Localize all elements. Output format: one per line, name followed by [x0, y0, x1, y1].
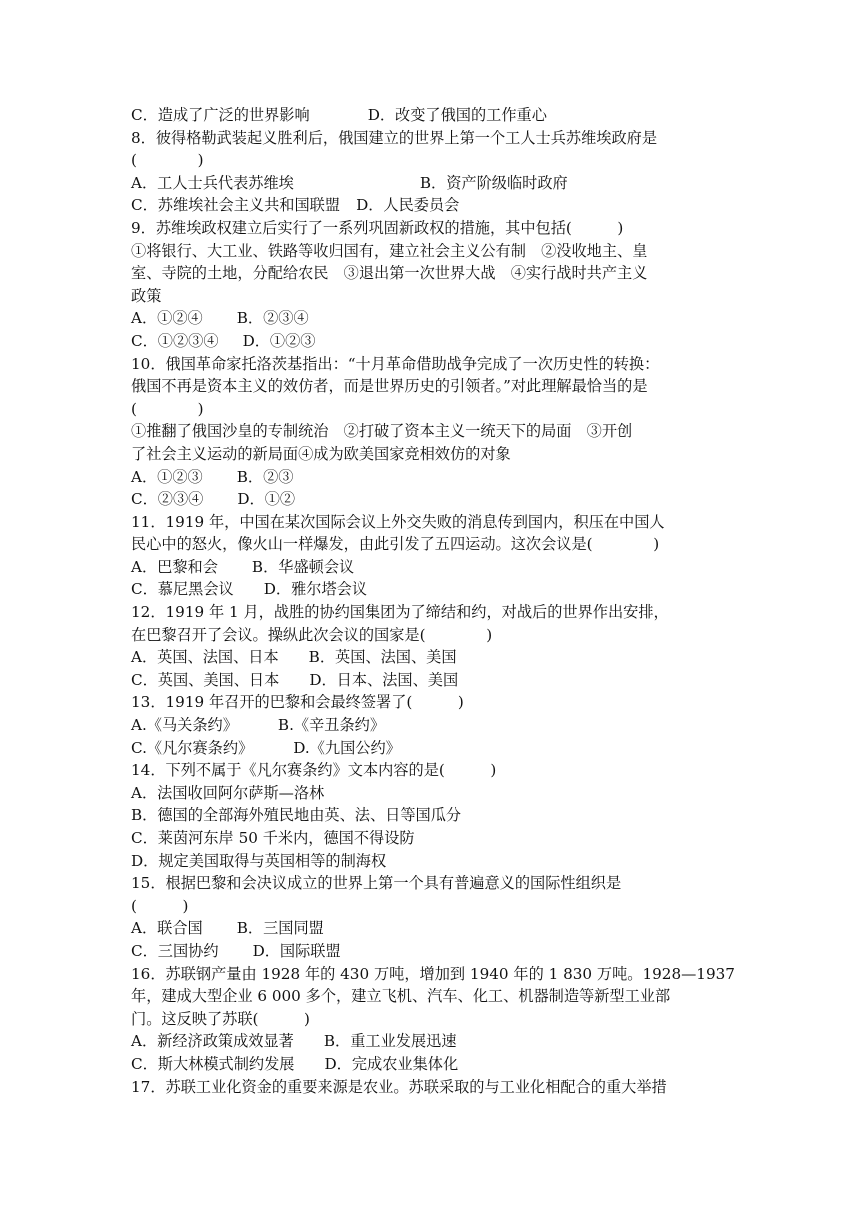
- text-line: C．莱茵河东岸 50 千米内，德国不得设防: [131, 829, 415, 847]
- option-left: A．英国、法国、日本: [131, 648, 279, 667]
- text-line: 政策: [131, 286, 162, 305]
- text-line: 14．下列不属于《凡尔赛条约》文本内容的是( ): [131, 761, 497, 780]
- option-left: C．三国协约: [131, 941, 219, 960]
- option-row: [131, 488, 734, 511]
- text-line: 9．苏维埃政权建立后实行了一系列巩固新政权的措施，其中包括( ): [131, 218, 624, 237]
- text-line: ①将银行、大工业、铁路等收归国有，建立社会主义公有制 ②没收地主、皇: [131, 241, 648, 260]
- text-line: A．法国收回阿尔萨斯—洛林: [131, 783, 325, 802]
- text-line: 10．俄国革命家托洛茨基指出：“十月革命借助战争完成了一次历史性的转换：: [131, 354, 660, 373]
- option-row: [131, 737, 734, 760]
- option-right: B．英国、法国、美国: [308, 648, 457, 667]
- option-row: [131, 556, 734, 579]
- option-left: C．造成了广泛的世界影响: [131, 106, 310, 124]
- option-right: B．②③: [236, 467, 294, 486]
- text-line: 俄国不再是资本主义的效仿者，而是世界历史的引领者。”对此理解最恰当的是: [131, 377, 648, 396]
- option-right: B．②③④: [236, 309, 309, 328]
- text-line: ( ): [131, 896, 189, 915]
- option-row: [131, 1030, 734, 1053]
- option-left: C．斯大林模式制约发展: [131, 1054, 295, 1073]
- option-left: A．工人士兵代表苏维埃: [131, 173, 294, 192]
- option-right: D．雅尔塔会议: [263, 580, 368, 599]
- text-line: 室、寺院的土地，分配给农民 ③退出第一次世界大战 ④实行战时共产主义: [131, 264, 648, 283]
- text-line: 15．根据巴黎和会决议成立的世界上第一个具有普遍意义的国际性组织是: [131, 874, 622, 893]
- option-row: [131, 307, 734, 330]
- text-line: 16．苏联钢产量由 1928 年的 430 万吨，增加到 1940 年的 1 830 万吨。1928—1937: [131, 964, 735, 983]
- option-right: D.《九国公约》: [293, 738, 401, 757]
- text-line: 17．苏联工业化资金的重要来源是农业。苏联采取的与工业化相配合的重大举措: [131, 1077, 667, 1096]
- option-row: [131, 714, 734, 737]
- text-line: ①推翻了俄国沙皇的专制统治 ②打破了资本主义一统天下的局面 ③开创: [131, 422, 633, 441]
- text-line: ( ): [131, 151, 204, 170]
- option-left: C．慕尼黑会议: [131, 580, 234, 599]
- option-left: C．英国、美国、日本: [131, 670, 280, 689]
- option-left: C．②③④: [131, 490, 204, 509]
- text-line: B．德国的全部海外殖民地由英、法、日等国瓜分: [131, 806, 462, 825]
- option-left: C.《凡尔赛条约》: [131, 738, 254, 757]
- option-right: D．日本、法国、美国: [309, 670, 459, 689]
- option-right: D．国际联盟: [252, 941, 341, 960]
- option-right: B．重工业发展迅速: [323, 1032, 457, 1051]
- option-right: D．改变了俄国的工作重心: [367, 106, 547, 124]
- text-line: 13．1919 年召开的巴黎和会最终签署了( ): [131, 693, 464, 712]
- option-left: A．①②③: [131, 467, 203, 486]
- option-row: [131, 330, 734, 353]
- option-right: B．三国同盟: [236, 919, 324, 938]
- text-line: 民心中的怒火，像火山一样爆发，由此引发了五四运动。这次会议是( ): [131, 535, 660, 554]
- option-row: [131, 194, 734, 217]
- option-left: C．①②③④: [131, 331, 219, 350]
- option-right: B.《辛丑条约》: [277, 716, 386, 735]
- text-line: 11．1919 年，中国在某次国际会议上外交失败的消息传到国内，积压在中国人: [131, 512, 665, 531]
- exam-page: [131, 104, 734, 1098]
- option-right: B．华盛顿会议: [251, 557, 355, 576]
- option-row: [131, 917, 734, 940]
- option-right: D．人民委员会: [356, 196, 460, 215]
- option-left: A．①②④: [131, 309, 203, 328]
- text-line: 年，建成大型企业 6 000 多个，建立飞机、汽车、化工、机器制造等新型工业部: [131, 987, 671, 1006]
- text-line: 在巴黎召开了会议。操纵此次会议的国家是( ): [131, 625, 493, 644]
- option-row: [131, 669, 734, 692]
- option-right: D．完成农业集体化: [324, 1054, 459, 1073]
- text-line: 12．1919 年 1 月，战胜的协约国集团为了缔结和约，对战后的世界作出安排，: [131, 603, 669, 622]
- option-left: A.《马关条约》: [131, 716, 238, 735]
- option-row: [131, 940, 734, 963]
- option-row: [131, 1053, 734, 1076]
- option-left: A．巴黎和会: [131, 557, 218, 576]
- option-row: [131, 172, 734, 195]
- option-right: D．①②: [237, 490, 296, 509]
- option-right: D．①②③: [242, 331, 316, 350]
- option-row: [131, 104, 734, 127]
- option-left: A．新经济政策成效显著: [131, 1032, 294, 1051]
- text-line: 了社会主义运动的新局面④成为欧美国家竞相效仿的对象: [131, 444, 511, 463]
- option-right: B．资产阶级临时政府: [419, 173, 568, 192]
- text-line: 门。这反映了苏联( ): [131, 1009, 310, 1028]
- option-left: C．苏维埃社会主义共和国联盟: [131, 196, 341, 215]
- option-left: A．联合国: [131, 919, 203, 938]
- option-row: [131, 466, 734, 489]
- text-line: D．规定美国取得与英国相等的制海权: [131, 851, 387, 870]
- text-line: 8．彼得格勒武装起义胜利后，俄国建立的世界上第一个工人士兵苏维埃政府是: [131, 128, 658, 147]
- option-row: [131, 646, 734, 669]
- option-row: [131, 578, 734, 601]
- text-line: ( ): [131, 399, 204, 418]
